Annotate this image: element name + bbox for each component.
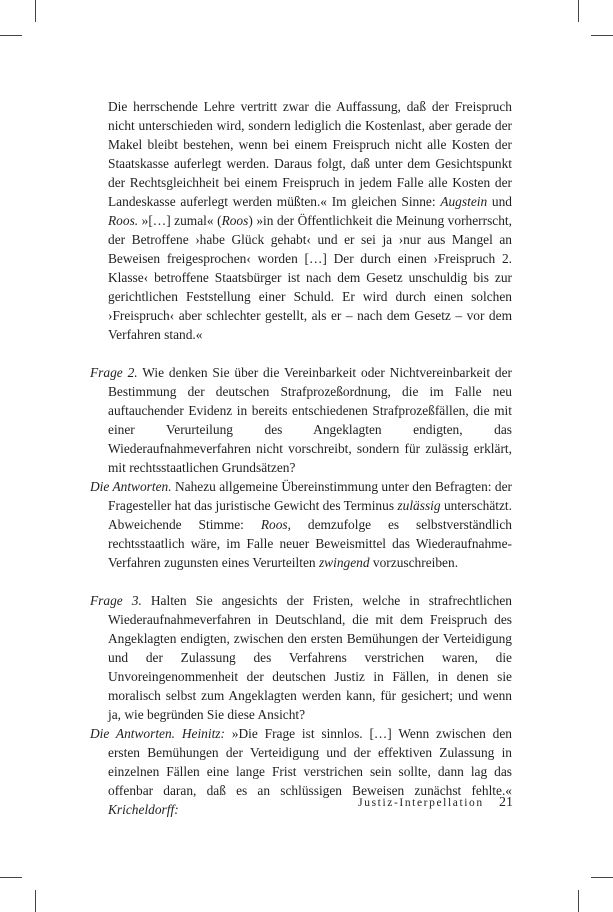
crop-mark — [578, 890, 579, 912]
question-label: Frage 3. — [90, 593, 142, 608]
italic-text: Roos. — [108, 213, 139, 228]
crop-mark — [591, 877, 613, 878]
italic-text: Kricheldorff: — [108, 802, 179, 817]
crop-mark — [35, 890, 36, 912]
text-run: Nahezu allgemeine Übereinstimmung unter den Befragten: der Fragesteller hat das juristische Gewicht des Terminus — [108, 479, 512, 513]
text-run: vorzuschreiben. — [369, 555, 459, 570]
answer-label: Die Antworten. — [90, 479, 172, 494]
question-text: Wie denken Sie über die Vereinbarkeit oder Nichtvereinbarkeit der Bestimmung der deutschen Strafprozeßordnung, die im Falle neu auftauchender Evidenz in bereits entschiedenen Strafprozeßfällen, die mit einer Verurteilung des Angeklagten endigten, das Wiederaufnahmeverfahren nicht vorschreibt, sondern für zulässig erklärt, mit rechtsstaatlichen Grundsätzen? — [108, 365, 512, 475]
crop-mark — [35, 0, 36, 22]
text-run: Die herrschende Lehre vertritt zwar die Auffassung, daß der Freispruch nicht unterschieden wird, sondern lediglich die Kostenlast, aber gerade der Makel bleibt bestehen, wenn bei einem Freispruch nicht alle Kosten der Staatskasse auferlegt werden. Daraus folgt, daß unter dem Gesichtspunkt der Rechtsgleichheit bei einem Freispruch in jedem Falle alle Kosten der Landeskasse auferlegt werden müßten.« Im gleichen Sinne: — [108, 99, 512, 209]
question-text: Halten Sie angesichts der Fristen, welche in strafrechtlichen Wiederaufnahmeverfahren in Deutschland, die mit dem Freispruch des Angeklagten endigten, zwischen den ersten Bemühungen der Verteidigung und der Zulassung des Verfahrens verstrichen waren, die Unvoreingenommenheit der deutschen Justiz in Fällen, in denen sie moralisch selbst zum Angeklagten werden kann, für gesichert; und wenn ja, wie begründen Sie diese Ansicht? — [108, 593, 512, 722]
quoted-passage — [90, 97, 512, 344]
answer-2 — [90, 477, 512, 572]
paragraph-gap — [90, 572, 512, 591]
text-run: »[…] zumal« ( — [138, 213, 222, 228]
running-head: Justiz-Interpellation — [358, 797, 484, 809]
text-run: und — [487, 194, 512, 209]
text-run: unterschätzt. Abweichende Stimme: — [108, 498, 513, 532]
paragraph-gap — [90, 344, 512, 363]
italic-text: zwingend — [318, 555, 370, 570]
text-run: ) »in der Öffentlichkeit die Meinung vorherrscht, der Betroffene ›habe Glück gehabt‹ und er sei ja ›nur aus Mangel an Beweisen freigesprochen‹ worden […] Der durch einen ›Freispruch 2. Klasse‹ betroffene Staatsbürger ist nach dem Gesetz unschuldig bis zur gerichtlichen Feststellung einer Schuld. Er wird durch einen solchen ›Freispruch‹ aber schlechter gestellt, als er – nach dem Gesetz – vor dem Verfahren stand.« — [108, 213, 513, 342]
crop-mark — [591, 35, 613, 36]
page-footer — [358, 794, 513, 811]
question-3 — [90, 591, 512, 724]
italic-text: Augstein — [440, 194, 488, 209]
crop-mark — [0, 877, 22, 878]
body-text — [90, 97, 512, 819]
text-run: , demzufolge es selbstverständlich rechtsstaatlich wäre, im Falle neuer Beweismittel das Wiederaufnahme-Verfahren zugunsten eines Verurteilten — [108, 517, 512, 570]
question-2 — [90, 363, 512, 477]
crop-mark — [0, 35, 22, 36]
page-number: 21 — [499, 795, 513, 810]
answer-label: Die Antworten. Heinitz: — [90, 726, 225, 741]
question-label: Frage 2. — [90, 365, 138, 380]
italic-text: Roos — [260, 517, 288, 532]
italic-text: zulässig — [397, 498, 441, 513]
italic-text: Roos — [221, 213, 249, 228]
crop-mark — [578, 0, 579, 22]
text-run: »Die Frage ist sinnlos. […] Wenn zwischen den ersten Bemühungen der Verteidigung und der effektiven Zulassung in einzelnen Fällen eine lange Frist verstrichen sein sollte, dann lag das offenbar daran, daß es an schlüssigen Beweisen zunächst fehlte.« — [108, 726, 512, 798]
